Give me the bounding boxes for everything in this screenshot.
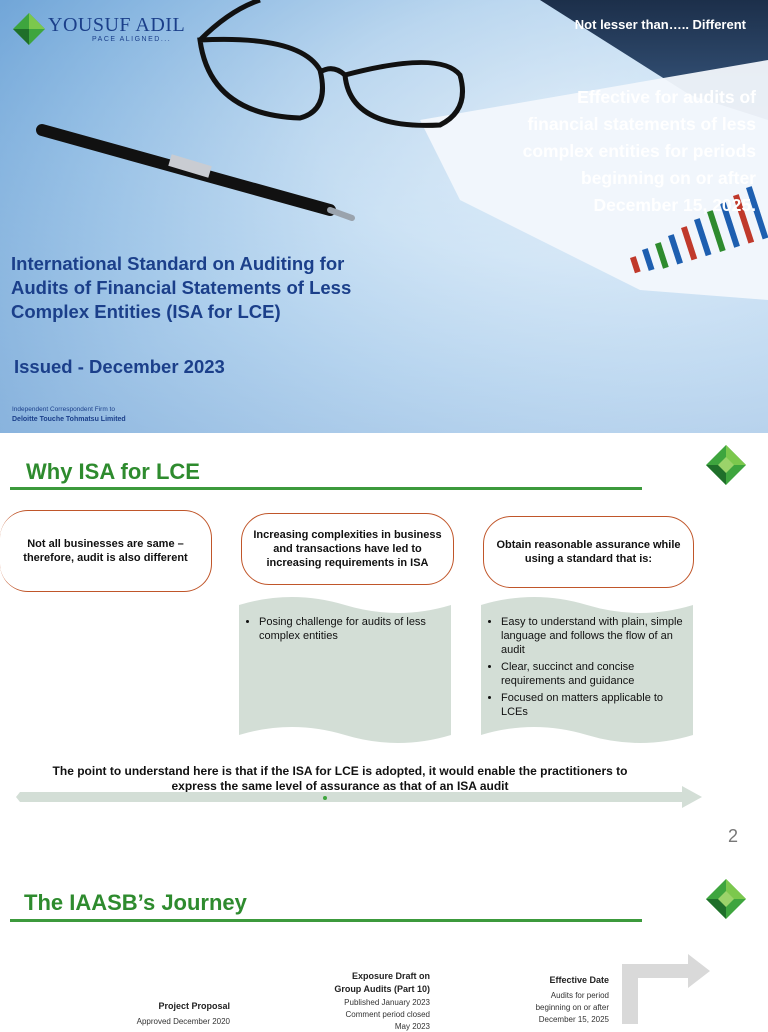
page-number: 2 <box>728 826 739 846</box>
yousuf-adil-logo-icon <box>12 12 46 46</box>
effective-date-text-line1: Audits for period <box>550 991 609 1000</box>
bullet-item: • Focused on matters applicable to LCEs <box>501 691 683 719</box>
independent-firm-note: Independent Correspondent Firm to <box>12 406 115 413</box>
timeline-arrow-shape <box>618 954 718 1024</box>
cover-title-line: International Standard on Auditing for <box>11 253 345 274</box>
cover-title <box>11 252 391 324</box>
effective-line: Effective for audits of <box>577 87 756 107</box>
exposure-draft-heading-line2: Group Audits (Part 10) <box>334 984 430 994</box>
why-isa-slide <box>0 433 768 858</box>
title-underline <box>10 487 642 490</box>
logo-wordmark: YOUSUF ADIL <box>48 14 186 36</box>
box-reasonable-assurance: Obtain reasonable assurance while using a standard that is: <box>483 516 694 588</box>
issued-date: Issued - December 2023 <box>14 356 225 377</box>
title-underline <box>10 919 642 922</box>
cover-title-line: Complex Entities (ISA for LCE) <box>11 301 281 322</box>
bullet-item: • Clear, succinct and concise requirements and guidance <box>501 660 683 688</box>
cover-title-line: Audits of Financial Statements of Less <box>11 277 352 298</box>
effective-date-text-line2: beginning on or after <box>535 1003 609 1012</box>
slide-title: The IAASB’s Journey <box>24 890 247 915</box>
standard-qualities-bullets <box>491 615 683 722</box>
iaasb-journey-slide <box>0 858 768 1031</box>
exposure-draft-text-line3: May 2023 <box>394 1022 430 1031</box>
effective-date-statement <box>456 84 756 219</box>
project-proposal-text: Approved December 2020 <box>136 1017 230 1026</box>
cover-tagline: Not lesser than….. Different <box>574 17 746 32</box>
effective-date-text-line3: December 15, 2025 <box>538 1015 609 1024</box>
logo-tagline: PACE ALIGNED... <box>92 36 172 43</box>
challenge-bullets <box>249 615 441 646</box>
box-businesses-different: Not all businesses are same – therefore, audit is also different <box>0 510 212 592</box>
green-diamond-logo-icon <box>704 443 748 487</box>
deloitte-name: Deloitte Touche Tohmatsu Limited <box>12 416 126 423</box>
exposure-draft-heading-line1: Exposure Draft on <box>351 971 430 981</box>
bullet-item: • Posing challenge for audits of less complex entities <box>259 615 441 643</box>
conclusion-arrow <box>14 784 714 814</box>
box-increasing-complexities: Increasing complexities in business and transactions have led to increasing requirements in ISA <box>241 513 454 585</box>
effective-line: December 15, 2025. <box>593 195 756 215</box>
exposure-draft-text-line2: Comment period closed <box>345 1010 430 1019</box>
effective-date-heading: Effective Date <box>549 975 609 985</box>
effective-line: complex entities for periods <box>522 141 756 161</box>
effective-line: beginning on or after <box>581 168 756 188</box>
bullet-item: • Easy to understand with plain, simple language and follows the flow of an audit <box>501 615 683 657</box>
cover-slide <box>0 0 768 433</box>
conclusion-text: The point to understand here is that if the ISA for LCE is adopted, it would enable the practitioners to express the same level of assurance as that of an ISA audit <box>52 764 628 793</box>
exposure-draft-text-line1: Published January 2023 <box>344 998 430 1007</box>
challenge-wave-panel <box>239 595 451 745</box>
green-diamond-logo-icon <box>704 877 748 921</box>
slide-title: Why ISA for LCE <box>26 459 200 484</box>
effective-line: financial statements of less <box>527 114 756 134</box>
project-proposal-heading: Project Proposal <box>158 1001 230 1011</box>
standard-qualities-wave-panel <box>481 595 693 745</box>
